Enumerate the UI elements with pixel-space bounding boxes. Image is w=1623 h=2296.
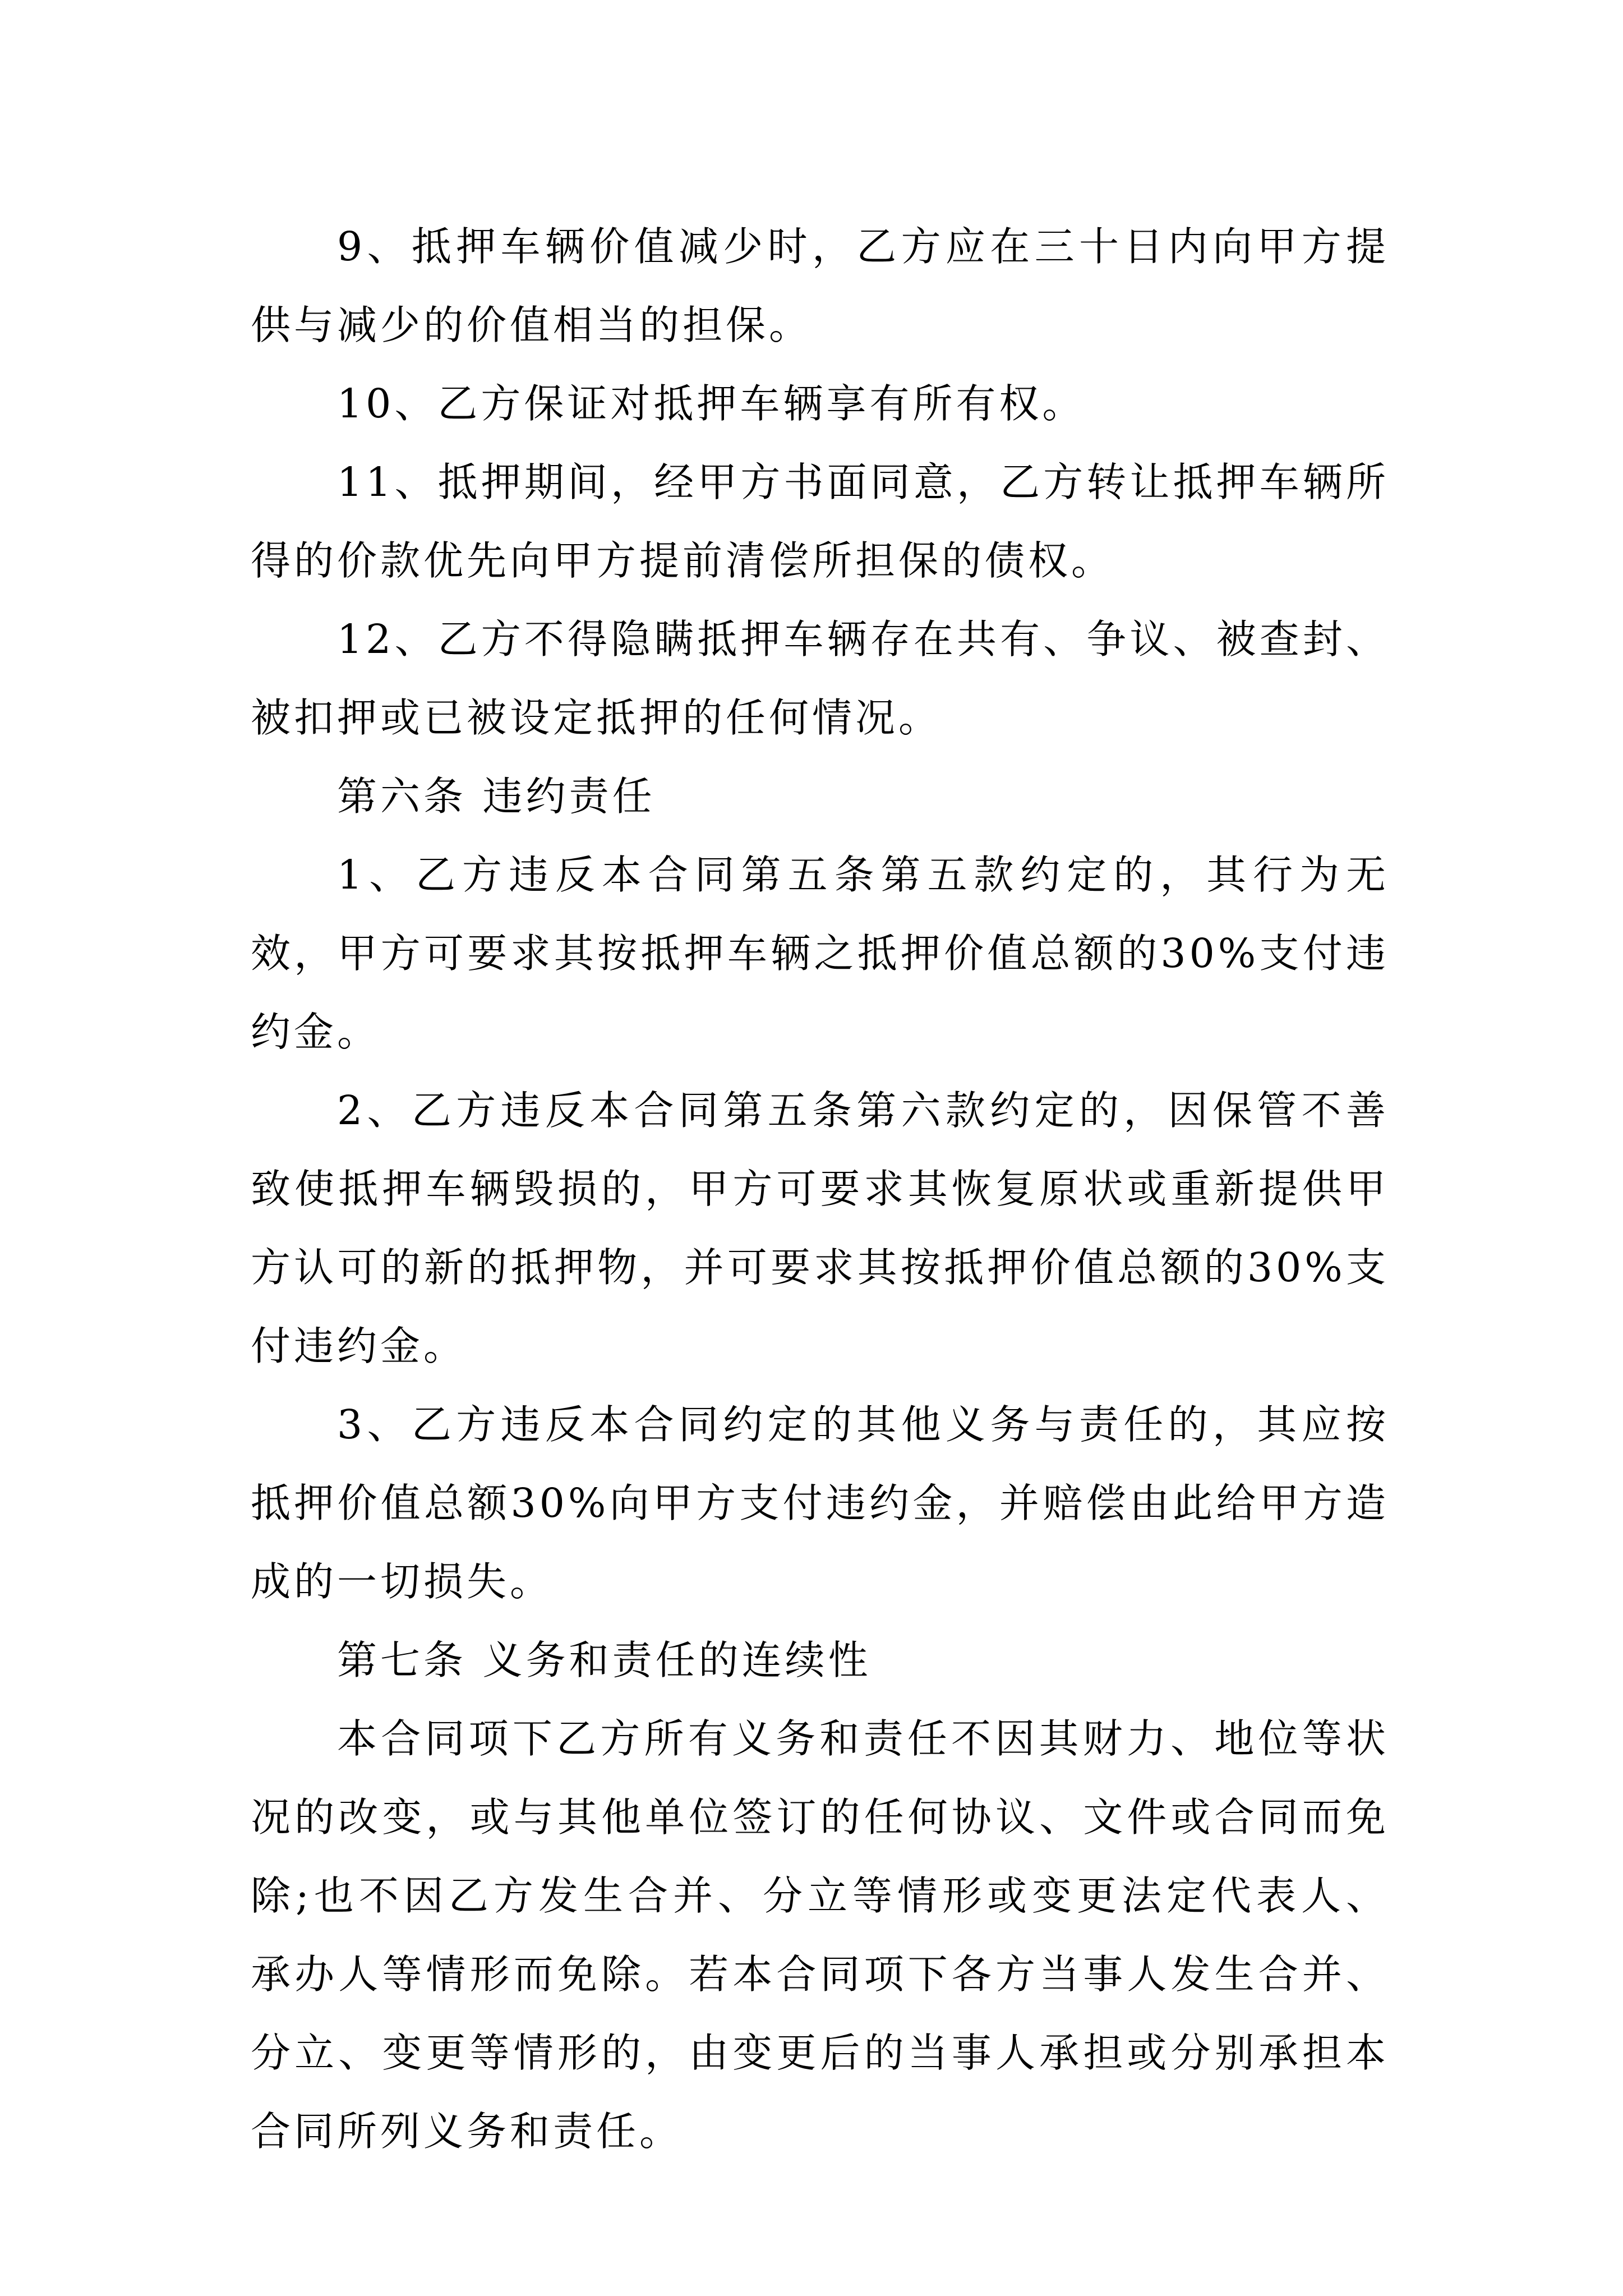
article-6-heading: 第六条 违约责任 xyxy=(337,773,656,820)
clause-6-3: 3、乙方违反本合同约定的其他义务与责任的，其应按抵押价值总额30%向甲方支付违约金，并赔偿由此给甲方造成的一切损失。 xyxy=(251,1401,1389,1605)
document-body xyxy=(251,208,1389,2171)
article-7-heading: 第七条 义务和责任的连续性 xyxy=(337,1637,872,1683)
clause-5-10: 10、乙方保证对抵押车辆享有所有权。 xyxy=(337,380,1086,427)
article-7-body: 本合同项下乙方所有义务和责任不因其财力、地位等状况的改变，或与其他单位签订的任何协议、文件或合同而免除;也不因乙方发生合并、分立等情形或变更法定代表人、承办人等情形而免除。若本合同项下各方当事人发生合并、分立、变更等情形的，由变更后的当事人承担或分别承担本合同所列义务和责任。 xyxy=(251,1715,1389,2155)
clause-5-12: 12、乙方不得隐瞒抵押车辆存在共有、争议、被查封、被扣押或已被设定抵押的任何情况。 xyxy=(251,616,1389,741)
clause-5-9: 9、抵押车辆价值减少时，乙方应在三十日内向甲方提供与减少的价值相当的担保。 xyxy=(251,223,1389,348)
clause-5-11: 11、抵押期间，经甲方书面同意，乙方转让抵押车辆所得的价款优先向甲方提前清偿所担保的债权。 xyxy=(251,459,1389,584)
clause-6-2: 2、乙方违反本合同第五条第六款约定的，因保管不善致使抵押车辆毁损的，甲方可要求其恢复原状或重新提供甲方认可的新的抵押物，并可要求其按抵押价值总额的30%支付违约金。 xyxy=(251,1087,1389,1369)
clause-6-1: 1、乙方违反本合同第五条第五款约定的，其行为无效，甲方可要求其按抵押车辆之抵押价值总额的30%支付违约金。 xyxy=(251,852,1389,1055)
